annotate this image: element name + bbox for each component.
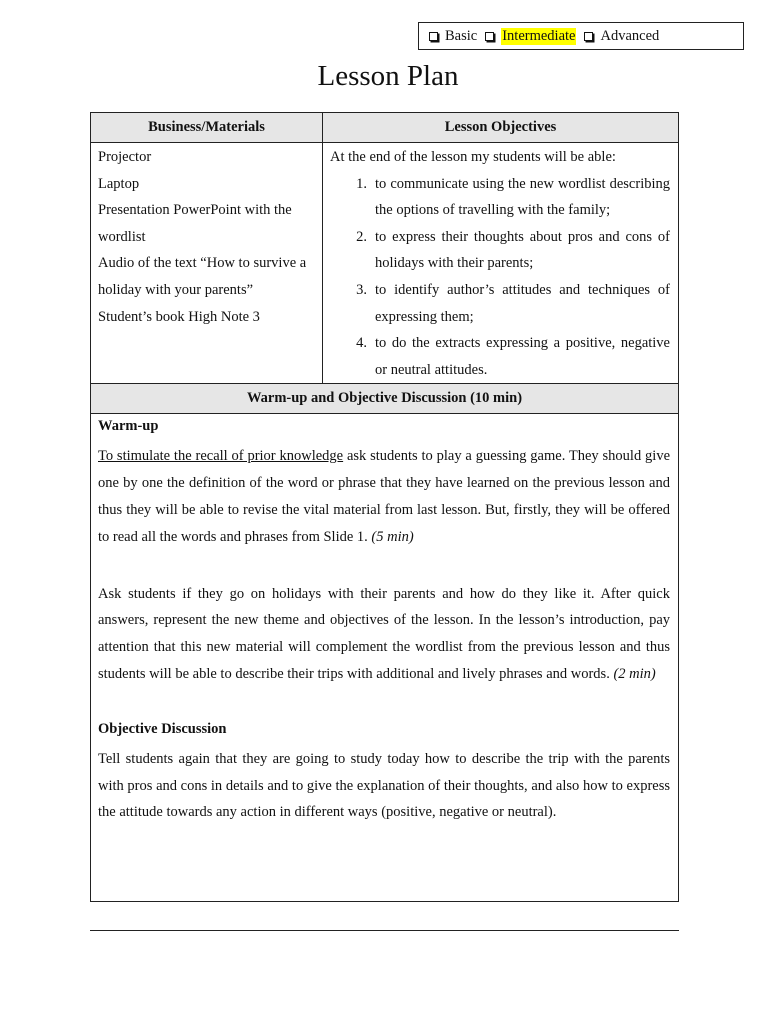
table-bottom-rule xyxy=(90,930,679,931)
checkbox-icon xyxy=(584,32,593,41)
objective-number: 2. xyxy=(356,228,367,245)
objective-text: to communicate using the new wordlist describing the options of travelling with the family; xyxy=(375,175,670,219)
material-item: Laptop xyxy=(98,175,140,192)
objectives-header: Lesson Objectives xyxy=(323,113,679,143)
materials-cell xyxy=(91,143,323,384)
section-header-row xyxy=(91,384,679,414)
level-basic-label: Basic xyxy=(445,27,478,44)
objective-number: 1. xyxy=(356,175,367,192)
objective-item xyxy=(330,277,670,330)
objective-item xyxy=(330,224,670,277)
warmup-section-header: Warm-up and Objective Discussion (10 min) xyxy=(91,384,679,414)
objective-text: to identify author’s attitudes and techniques of expressing them; xyxy=(375,281,670,325)
objective-text: to express their thoughts about pros and cons of holidays with their parents; xyxy=(375,228,670,272)
objective-text: to do the extracts expressing a positive, negative or neutral attitudes. xyxy=(375,335,670,378)
warmup-cell xyxy=(91,414,679,902)
level-selector xyxy=(418,22,744,50)
warmup-paragraph-1 xyxy=(98,443,670,550)
warmup-heading: Warm-up xyxy=(98,418,159,435)
level-advanced[interactable] xyxy=(584,28,659,45)
checkbox-icon xyxy=(429,32,438,41)
header-row xyxy=(91,113,679,143)
material-item: holiday with your parents” xyxy=(98,281,254,298)
materials-header: Business/Materials xyxy=(91,113,323,143)
checkbox-icon xyxy=(485,32,494,41)
warmup-row xyxy=(91,414,679,902)
objective-number: 3. xyxy=(356,281,367,298)
objectives-intro: At the end of the lesson my students will be able: xyxy=(330,149,616,165)
material-item: wordlist xyxy=(98,228,146,245)
underlined-phrase: To stimulate the recall of prior knowledge xyxy=(98,448,344,465)
objective-number: 4. xyxy=(356,335,367,352)
time-note: (2 min) xyxy=(613,665,656,682)
objective-discussion-heading: Objective Discussion xyxy=(98,720,227,737)
warmup-paragraph-2 xyxy=(98,581,670,688)
material-item: Projector xyxy=(98,149,152,165)
content-row xyxy=(91,143,679,384)
material-item: Audio of the text “How to survive a xyxy=(98,255,307,272)
material-item: Presentation PowerPoint with the xyxy=(98,202,292,219)
objectives-list xyxy=(330,171,670,384)
level-intermediate-label: Intermediate xyxy=(502,27,576,44)
page-title: Lesson Plan xyxy=(317,60,459,92)
objectives-cell xyxy=(323,143,679,384)
warmup-text-2: Ask students if they go on holidays with their parents and how do they like it. After quick answers, represent the new theme and objectives of the lesson. In the lesson’s introduction, pay attention that this new material will complement the wordlist from the previous lesson and thus students will be able to describe their trips with additional and lively phrases and words. xyxy=(98,585,670,682)
objective-item xyxy=(330,330,670,383)
level-basic[interactable] xyxy=(429,28,477,45)
level-intermediate[interactable] xyxy=(485,28,576,45)
lesson-plan-table xyxy=(90,112,679,902)
warmup-text-1: ask students to play a guessing game. They should give one by one the definition of the word or phrase that they have learned on the previous lesson and thus they will be able to revise the vital material from last lesson. But, firstly, they will be offered to read all the words and phrases from Slide 1. xyxy=(98,448,671,545)
level-advanced-label: Advanced xyxy=(600,27,660,44)
material-item: Student’s book High Note 3 xyxy=(98,308,260,325)
objective-item xyxy=(330,171,670,224)
objective-discussion-text: Tell students again that they are going to study today how to describe the trip with the parents with pros and cons in details and to give the explanation of their thoughts, and also how to express the attitude towards any action in different ways (positive, negative or neutral). xyxy=(98,750,670,821)
time-note: (5 min) xyxy=(371,528,414,545)
